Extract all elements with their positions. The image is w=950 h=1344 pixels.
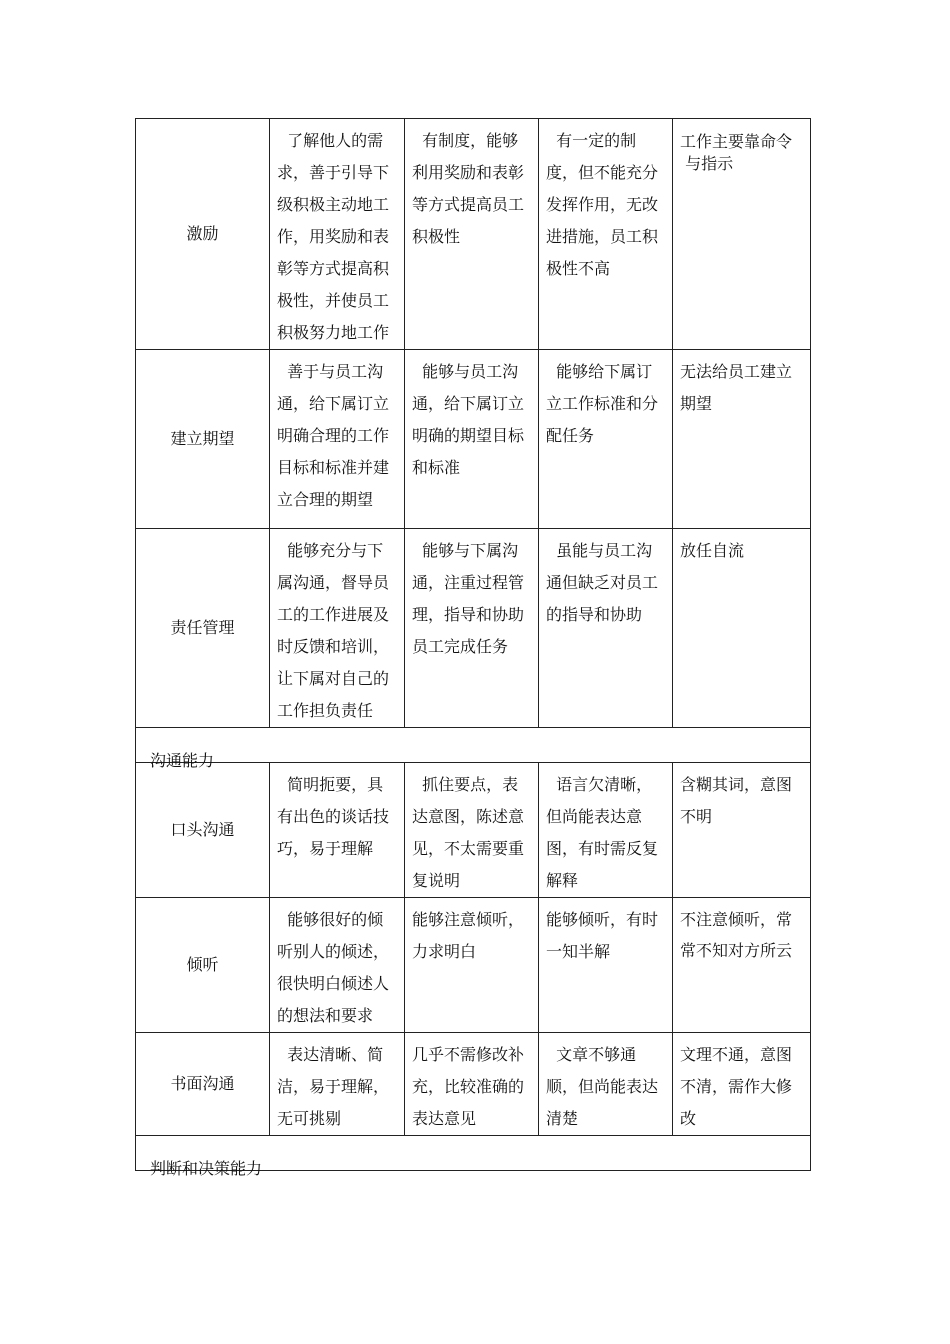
- category-cell: 口头沟通: [136, 763, 270, 898]
- level-cell: 能够与下属沟通，注重过程管理，指导和协助员工完成任务: [405, 529, 539, 728]
- table-row: [136, 898, 811, 1033]
- table-row: [136, 529, 811, 728]
- level-cell: 语言欠清晰，但尚能表达意图，有时需反复解释: [539, 763, 673, 898]
- level-cell: 表达清晰、简洁，易于理解，无可挑剔: [270, 1033, 405, 1136]
- category-cell: 书面沟通: [136, 1033, 270, 1136]
- level-cell: 能够充分与下属沟通，督导员工的工作进展及时反馈和培训，让下属对自己的工作担负责任: [270, 529, 405, 728]
- section-row: [136, 1136, 811, 1171]
- level-cell: 简明扼要，具有出色的谈话技巧，易于理解: [270, 763, 405, 898]
- category-cell: 责任管理: [136, 529, 270, 728]
- section-header: [136, 728, 811, 770]
- evaluation-table: [135, 118, 811, 1178]
- level-cell: 不注意倾听，常常不知对方所云: [673, 898, 811, 1033]
- level-cell: 有一定的制度，但不能充分发挥作用，无改进措施，员工积极性不高: [539, 119, 673, 350]
- level-cell: 文理不通，意图不清，需作大修改: [673, 1033, 811, 1136]
- level-cell: 放任自流: [673, 529, 811, 728]
- level-cell: 能够倾听，有时一知半解: [539, 898, 673, 1033]
- table-row: [136, 1033, 811, 1136]
- category-cell: 建立期望: [136, 350, 270, 529]
- table-row: [136, 119, 811, 350]
- level-cell: 善于与员工沟通，给下属订立明确合理的工作目标和标准并建立合理的期望: [270, 350, 405, 529]
- level-cell: 了解他人的需求，善于引导下级积极主动地工作，用奖励和表彰等方式提高积极性，并使员工积极努力地工作: [270, 119, 405, 350]
- table-row: [136, 350, 811, 529]
- level-cell: 能够与员工沟通，给下属订立明确的期望目标和标准: [405, 350, 539, 529]
- level-cell: 抓住要点，表达意图，陈述意见，不太需要重复说明: [405, 763, 539, 898]
- level-cell: 含糊其词，意图不明: [673, 763, 811, 898]
- level-cell: 能够很好的倾听别人的倾述，很快明白倾述人的想法和要求: [270, 898, 405, 1033]
- section-row: [136, 728, 811, 763]
- section-title: 沟通能力: [150, 751, 215, 770]
- level-cell: 文章不够通顺，但尚能表达清楚: [539, 1033, 673, 1136]
- level-cell: 无法给员工建立期望: [673, 350, 811, 529]
- level-cell: 虽能与员工沟通但缺乏对员工的指导和协助: [539, 529, 673, 728]
- category-cell: 倾听: [136, 898, 270, 1033]
- level-cell: 几乎不需修改补充，比较准确的表达意见: [405, 1033, 539, 1136]
- category-cell: 激励: [136, 119, 270, 350]
- level-cell: 有制度，能够利用奖励和表彰等方式提高员工积极性: [405, 119, 539, 350]
- section-header: [136, 1136, 811, 1178]
- table-row: [136, 763, 811, 898]
- level-cell: 能够注意倾听，力求明白: [405, 898, 539, 1033]
- section-title: 判断和决策能力: [150, 1159, 263, 1178]
- level-cell: 能够给下属订立工作标准和分配任务: [539, 350, 673, 529]
- level-cell: 工作主要靠命令 与指示: [673, 119, 811, 350]
